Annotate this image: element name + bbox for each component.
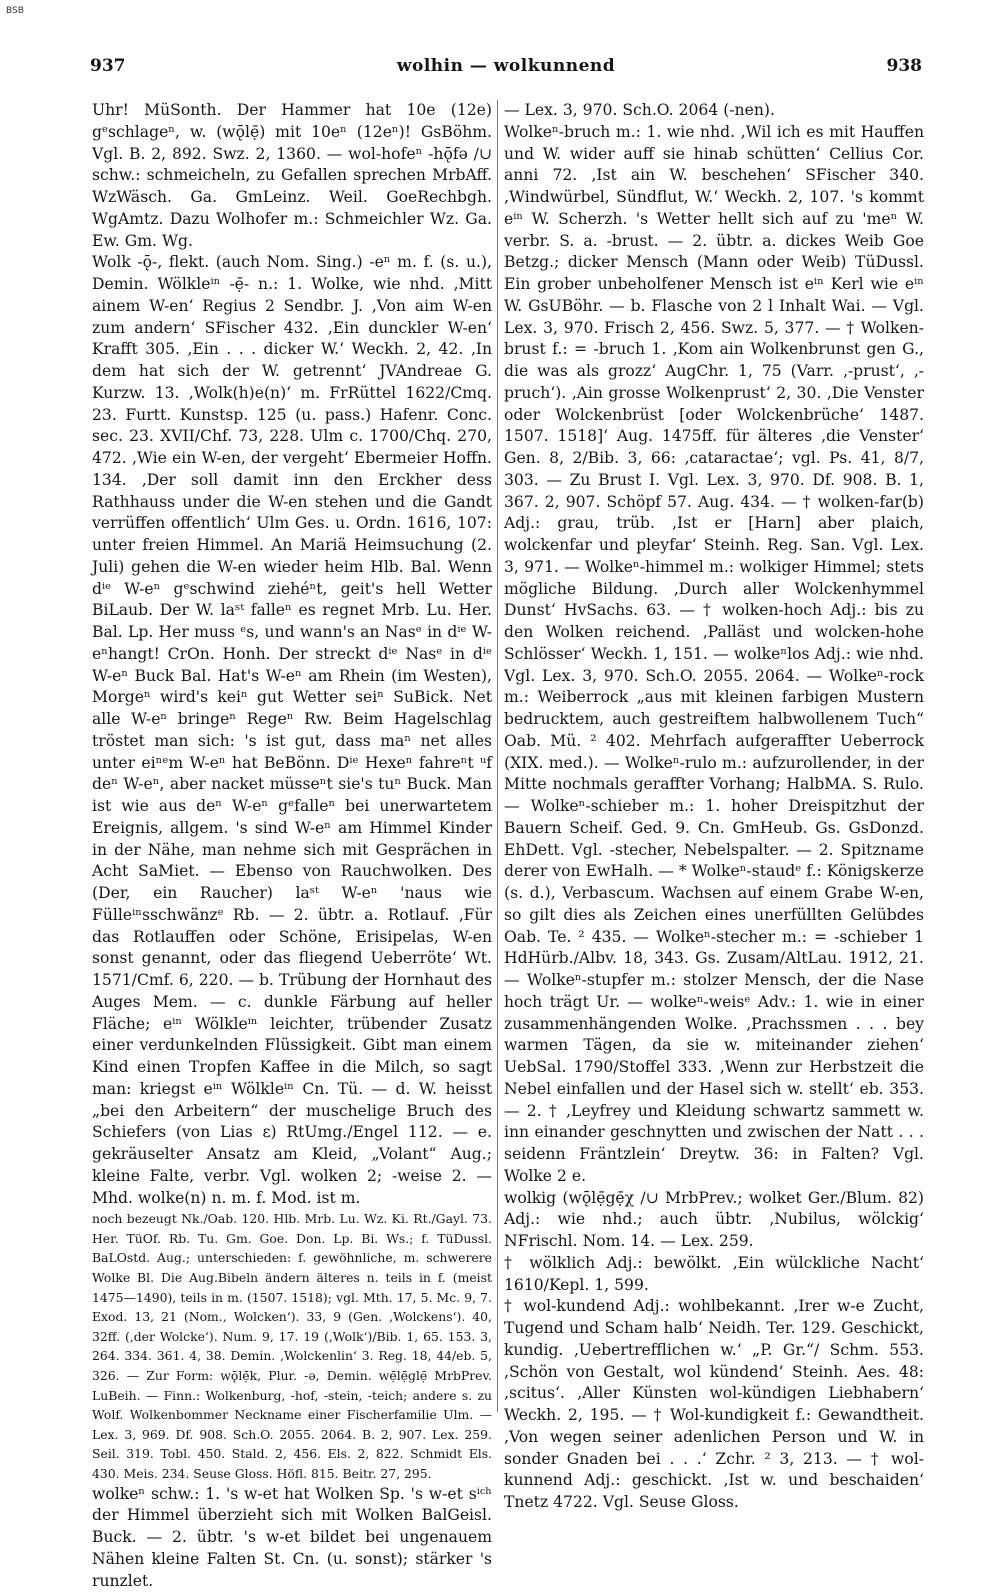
left-column [92, 100, 492, 1590]
page-header [90, 56, 922, 84]
right-column [504, 100, 924, 1511]
entry-notes: noch bezeugt Nk./Oab. 120. Hlb. Mrb. Lu. Wz. Ki. Rt./Gayl. 73. Her. TüOf. Rb. Tu. Gm. Goe. Don. Lp. Bi. Ws.; f. TüDussl. BaLOstd. Aug.; unterschieden: f. gewöhnliche, m. schwerere Wolke Bl. Die Aug.Bibeln ändern älteres n. teils in f. (meist 1475—1490), teils in m. (1507. 1518); vgl. Mth. 17, 5. Mc. 9, 7. Exod. 13, 21 (Nom., Wolcken‘). 33, 9 (Gen. ‚Wolckens‘). 40, 32ff. (‚der Wolcke‘). Num. 9, 17. 19 (‚Wolk‘)/Bib. 1, 65. 153. 3, 264. 334. 361. 4, 38. Demin. ‚Wolckenlin‘ 3. Reg. 18, 44/eb. 5, 326. — Zur Form: wǭlẹ̄k, Plur. -ə, Demin. wẹ̄lẹ̄glẹ̄ MrbPrev. LuBeih. — Finn.: Wolkenburg, -hof, -stein, -teich; andere s. zu Wolf. Wolkenbommer Neckname einer Fischerfamilie Ulm. — Lex. 3, 969. Df. 908. Sch.O. 2055. 2064. B. 2, 907. Lex. 259. Seil. 319. Tobl. 450. Stald. 2, 456. Els. 2, 822. Schmidt Els. 430. Meis. 234. Seuse Gloss. Höfl. 815. Beitr. 27, 295. [92, 1211, 492, 1481]
entry-paragraph: † wol-kundend Adj.: wohlbekannt. ‚Irer w-e Zucht, Tugend und Scham halb‘ Neidh. Ter. 129. Geschickt, kundig. ‚Uebertrefflichen w.‘ „P. Gr.“/ Schm. 553. ‚Schön von Gestalt, wol kündend‘ Steinh. Aes. 48: ‚scitus‘. ‚Aller Künsten wol-kündigen Liebhabern‘ Weckh. 2, 195. — † Wol-kundigkeit f.: Gewandtheit. ‚Von wegen seiner adenlichen Person und W. in sonder Gnaden bei . . .‘ Zchr. ² 3, 213. — † wol-kunnend Adj.: geschickt. ‚Ist w. und beschaiden‘ Tnetz 4722. Vgl. Seuse Gloss. [504, 1297, 924, 1511]
library-stamp: BSB [6, 6, 24, 16]
entry-paragraph: † wölklich Adj.: bewölkt. ‚Ein wülckliche Nacht‘ 1610/Kepl. 1, 599. [504, 1253, 924, 1294]
right-page-number: 938 [886, 56, 922, 76]
running-title: wolhin — wolkunnend [396, 56, 616, 76]
left-page-number: 937 [90, 56, 126, 76]
entry-paragraph: Uhr! MüSonth. Der Hammer hat 10e (12e) gᵉschlageⁿ, w. (wǭlẹ̄) mit 10eⁿ (12eⁿ)! GsBöhm. Vgl. B. 2, 892. Swz. 2, 1360. — wol-hofeⁿ -hǭfə ∕∪ schw.: schmeicheln, zu Gefallen sprechen MrbAff. WzWäsch. Ga. GmLeinz. Weil. GoeRechbgh. WgAmtz. Dazu Wolhofer m.: Schmeichler Wz. Ga. Ew. Gm. Wg. [92, 101, 492, 250]
entry-paragraph: Wolk -ǭ-, flekt. (auch Nom. Sing.) -eⁿ m. f. (s. u.), Demin. Wölkleⁱⁿ -ẹ̄- n.: 1. Wolke, wie nhd. ‚Mitt ainem W-en‘ Regius 2 Sendbr. J. ‚Von aim W-en zum andern‘ SFischer 432. ‚Ein dunckler W-en‘ Krafft 305. ‚Ein . . . dicker W.‘ Weckh. 2, 42. ‚In dem hat sich der W. getrennt‘ JVAndreae G. Kurzw. 13. ‚Wolk(h)e(n)‘ m. FrRüttel 1622/Cmq. 23. Furtt. Kunstsp. 125 (u. pass.) Hafenr. Conc. sec. 23. XVII/Chf. 73, 228. Ulm c. 1700/Chq. 270, 472. ‚Wie ein W-en, der vergeht‘ Ebermeier Hoffn. 134. ‚Der soll damit inn den Erckher dess Rathhauss under die W-en stehen und die Gandt verrüffen offentlich‘ Ulm Ges. u. Ordn. 1616, 107: unter freien Himmel. An Mariä Heimsuchung (2. Juli) gehen die W-en wieder heim Hlb. Bal. Wenn dⁱᵉ W-eⁿ gᵉschwind ziehéⁿt, geit's hell Wetter BiLaub. Der W. laˢᵗ falleⁿ es regnet Mrb. Lu. Her. Bal. Lp. Her muss ᵉs, und wann's an Nasᵉ in dⁱᵉ W-eⁿhangt! CrOn. Honh. Der streckt dⁱᵉ Nasᵉ in dⁱᵉ W-eⁿ Buck Bal. Hat's W-eⁿ am Rhein (im Westen), Morgeⁿ wird's keiⁿ gut Wetter seiⁿ SuBick. Net alle W-eⁿ bringeⁿ Regeⁿ Rw. Beim Hagelschlag tröstet man sich: 's ist gut, dass maⁿ net alles unter eiⁿᵉm W-eⁿ hat BeBönn. Dⁱᵉ Hexeⁿ fahreⁿt ᵘf deⁿ W-eⁿ, aber nacket müsseⁿt sie's tuⁿ Buck. Man ist wie aus deⁿ W-eⁿ gᵉfalleⁿ bei unerwartetem Ereignis, allgem. 's sind W-eⁿ am Himmel Kinder in der Nähe, man nehme sich mit Gesprächen in Acht SaMiet. — Ebenso von Rauchwolken. Des (Der, ein Raucher) laˢᵗ W-eⁿ 'naus wie Fülleⁱⁿsschwänzᵉ Rb. — 2. übtr. a. Rotlauf. ‚Für das Rotlauffen oder Schöne, Erisipelas, W-en sonst genannt, oder das fliegend Ueberröte‘ Wt. 1571/Cmf. 6, 220. — b. Trübung der Hornhaut des Auges Mem. — c. dunkle Färbung auf heller Fläche; eⁱⁿ Wölkleⁱⁿ leichter, trübender Zusatz einer verdunkelnden Flüssigkeit. Gibt man einem Kind einen Tropfen Kaffee in die Milch, so sagt man: kriegst eⁱⁿ Wölkleⁱⁿ Cn. Tü. — d. W. heisst „bei den Arbeitern“ der muschelige Bruch des Schiefers (von Lias ε) RtUmg./Engel 112. — e. gekräuselter Ansatz am Kleid, „Volant“ Aug.; kleine Falte, verbr. Vgl. wolken 2; -weise 2. — Mhd. wolke(n) n. m. f. Mod. ist m. [92, 253, 492, 1207]
entry-paragraph: wolkeⁿ schw.: 1. 's w-et hat Wolken Sp. 's w-et sⁱᶜʰ der Himmel überzieht sich mit Wolken BalGeisl. Buck. — 2. übtr. 's w-et bildet bei ungenauem Nähen kleine Falten St. Cn. (u. sonst); stärker 's runzlet. [92, 1484, 492, 1590]
entry-paragraph: — Lex. 3, 970. Sch.O. 2064 (-nen). [504, 101, 775, 119]
entry-paragraph: Wolkeⁿ-bruch m.: 1. wie nhd. ‚Wil ich es mit Hauffen und W. wider auff sie hinab schütten‘ Cellius Cor. anni 72. ‚Ist ain W. beschehen‘ SFischer 340. ‚Windwürbel, Sündflut, W.‘ Weckh. 2, 107. 's kommt eⁱⁿ W. Scherzh. 's Wetter hellt sich auf zu 'meⁿ W. verbr. S. a. -brust. — 2. übtr. a. dickes Weib Goe Betzg.; dicker Mensch (Mann oder Weib) TüDussl. Ein grober unbeholfener Mensch ist eⁱⁿ Kerl wie eⁱⁿ W. GsUBöhr. — b. Flasche von 2 l Inhalt Wai. — Vgl. Lex. 3, 970. Frisch 2, 456. Swz. 5, 377. — † Wolken-brust f.: = -bruch 1. ‚Kom ain Wolkenbrunst gen G., die was als grozz‘ AugChr. 1, 75 (Varr. ‚-prust‘, ‚-pruch‘). ‚Ain grosse Wolkenprust‘ 2, 30. ‚Die Venster oder Wolckenbrüst [oder Wolckenbrüche‘ 1487. 1507. 1518]‘ Aug. 1475ff. für älteres ‚die Venster‘ Gen. 8, 2/Bib. 3, 66: ‚cataractae‘; vgl. Ps. 41, 8/7, 303. — Zu Brust I. Vgl. Lex. 3, 970. Df. 908. B. 1, 367. 2, 907. Schöpf 57. Aug. 434. — † wolken-far(b) Adj.: grau, trüb. ‚Ist er [Harn] aber plaich, wolckenfar und pleyfar‘ Steinh. Reg. San. Vgl. Lex. 3, 971. — Wolkeⁿ-himmel m.: wolkiger Himmel; stets mögliche Bildung. ‚Durch aller Wolckenhymmel Dunst‘ HvSachs. 63. — † wolken-hoch Adj.: bis zu den Wolken reichend. ‚Palläst und wolcken-hohe Schlösser‘ Weckh. 1, 151. — wolkeⁿlos Adj.: wie nhd. Vgl. Lex. 3, 970. Sch.O. 2055. 2064. — Wolkeⁿ-rock m.: Weiberrock „aus mit kleinen farbigen Mustern bedrucktem, auch gestreiftem halbwollenem Tuch“ Oab. Mü. ² 402. Mehrfach aufgeraffter Ueberrock (XIX. med.). — Wolkeⁿ-rulo m.: aufzurollender, in der Mitte nochmals geraffter Vorhang; HalbMA. S. Rulo. — Wolkeⁿ-schieber m.: 1. hoher Dreispitzhut der Bauern Scheif. Ged. 9. Cn. GmHeub. Gs. GsDonzd. EhDett. Vgl. -stecher, Nebelspalter. — 2. Spitzname derer von EwHalh. — * Wolkeⁿ-staudᵉ f.: Königskerze (s. d.), Verbascum. Wachsen auf einem Grabe W-en, so gilt dies als Zeichen eines unerfüllten Gelübdes Oab. Te. ² 435. — Wolkeⁿ-stecher m.: = -schieber 1 HdHürb./Albv. 18, 343. Gs. Zusam/AltLau. 1912, 21. — Wolkeⁿ-stupfer m.: stolzer Mensch, der die Nase hoch trägt Ur. — wolkeⁿ-weisᵉ Adv.: 1. wie in einer zusammenhängenden Wolke. ‚Prachssmen . . . bey warmen Tägen, da sie w. miteinander ziehen‘ UebSal. 1790/Stoffel 333. ‚Wenn zur Herbstzeit die Nebel einfallen und der Hasel sich w. stellt‘ eb. 353. — 2. † ‚Leyfrey und Kleidung schwartz sammett w. inn einander geschnytten und zwischen der Natt . . . seidenn Fräntzlein‘ Dreytw. 36: in Falten? Vgl. Wolke 2 e. [504, 122, 924, 1185]
entry-paragraph: wolkig (wǭlẹ̄gẹ̄χ ∕∪ MrbPrev.; wolket Ger./Blum. 82) Adj.: wie nhd.; auch übtr. ‚Nubilus, wölckig‘ NFrischl. Nom. 14. — Lex. 259. [504, 1188, 924, 1250]
column-divider [497, 100, 498, 1412]
